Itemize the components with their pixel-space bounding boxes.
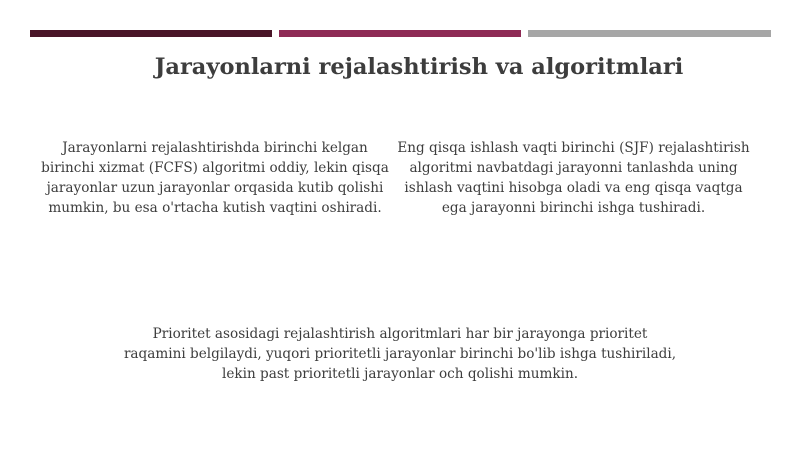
paragraph-sjf: Eng qisqa ishlash vaqti birinchi (SJF) rejalashtirish algoritmi navbatdagi jarayonni tanlashda uning ishlash vaqtini hisobga oladi va eng qisqa vaqtga ega jarayonni birinchi ishga tushiradi. (397, 140, 750, 216)
paragraph-priority: Prioritet asosidagi rejalashtirish algoritmlari har bir jarayonga prioritet raqamini belgilaydi, yuqori prioritetli jarayonlar birinchi bo'lib ishga tushiriladi, lekin past prioritetli jarayonlar och qolishi mumkin. (123, 326, 677, 382)
accent-bar-right (528, 30, 771, 37)
paragraph-fcfs: Jarayonlarni rejalashtirishda birinchi kelgan birinchi xizmat (FCFS) algoritmi oddiy, lekin qisqa jarayonlar uzun jarayonlar orqasida kutib qolishi mumkin, bu esa o'rtacha kutish vaqtini oshiradi. (41, 140, 389, 216)
slide-title: Jarayonlarni rejalashtirish va algoritmlari (154, 54, 684, 80)
accent-bar-middle (279, 30, 521, 37)
accent-bar-left (30, 30, 272, 37)
